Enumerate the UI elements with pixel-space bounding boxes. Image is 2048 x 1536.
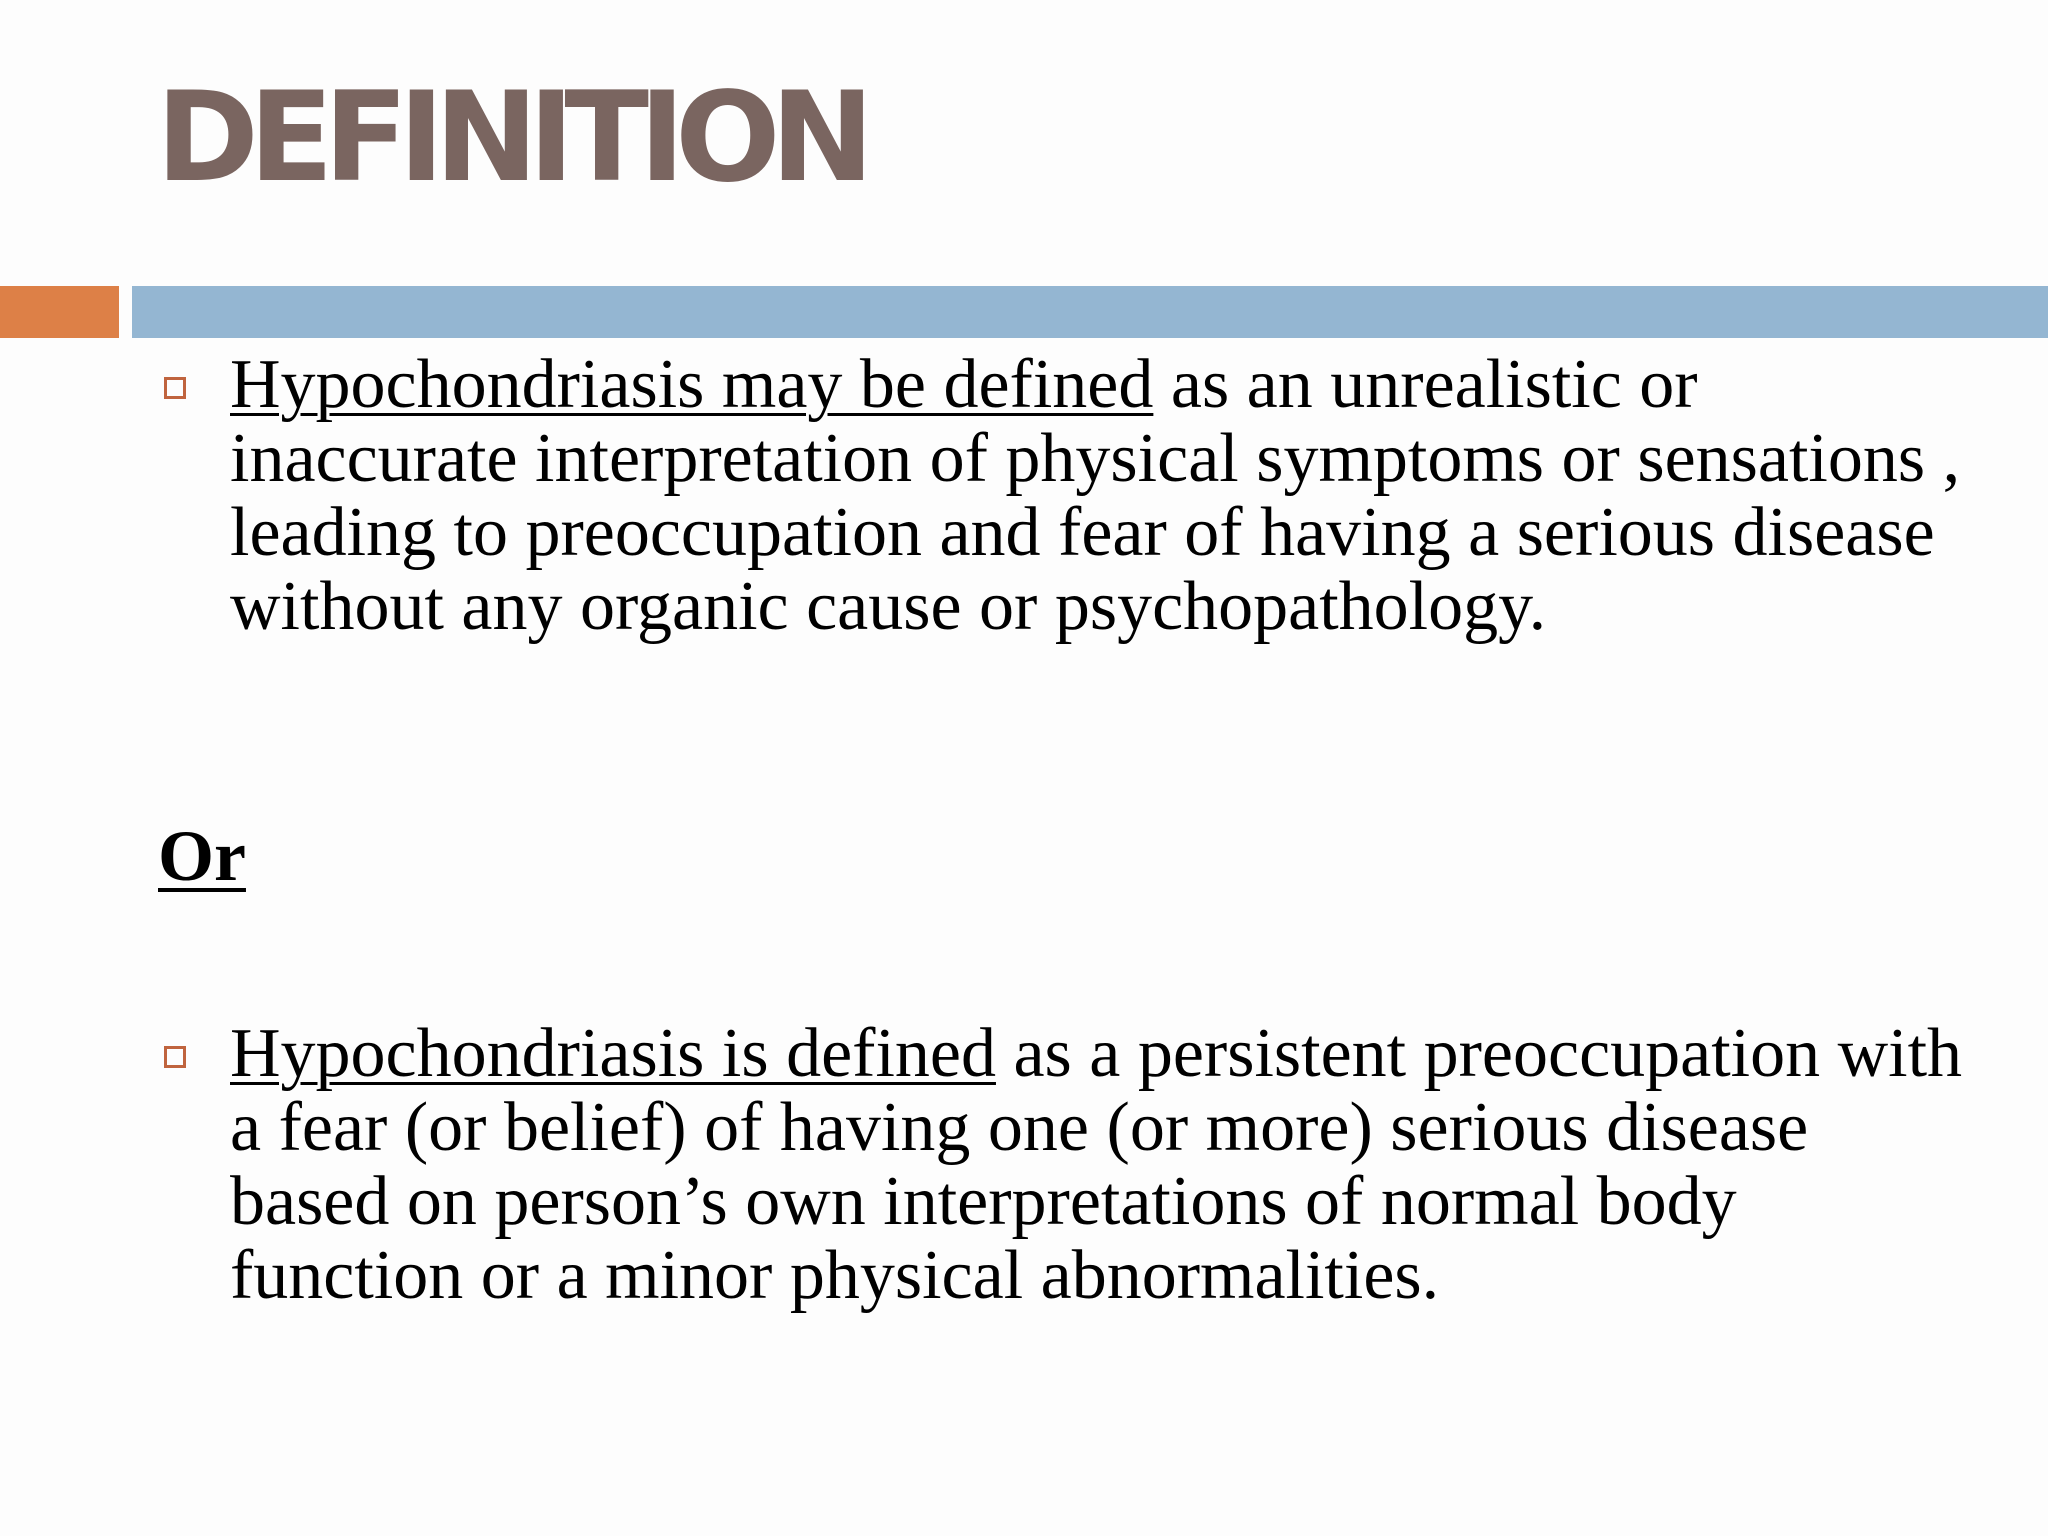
slide-title: DEFINITION [156, 66, 865, 210]
bullet-text [230, 1017, 1984, 1313]
bullet-body: as a persistent preoccupation with a fear (or belief) of having one (or more) serious disease based on person’s own interpretations of normal body function or a minor physical abnormalities. [230, 1015, 1963, 1314]
accent-bar-blue [132, 286, 2048, 338]
bullet-body: as an unrealistic or inaccurate interpretation of physical symptoms or sensations , leading to preoccupation and fear of having a serious disease without any organic cause or psychopathology. [230, 346, 1961, 645]
bullet-lead-underlined: Hypochondriasis is defined [230, 1015, 996, 1092]
bullet-item-definition-1 [164, 348, 1984, 644]
or-separator: Or [158, 816, 246, 896]
accent-bar-orange [0, 286, 119, 338]
square-bullet-icon [164, 1046, 186, 1068]
bullet-text [230, 348, 1984, 644]
bullet-lead-underlined: Hypochondriasis may be defined [230, 346, 1154, 423]
bullet-item-definition-2 [164, 1017, 1984, 1313]
square-bullet-icon [164, 377, 186, 399]
